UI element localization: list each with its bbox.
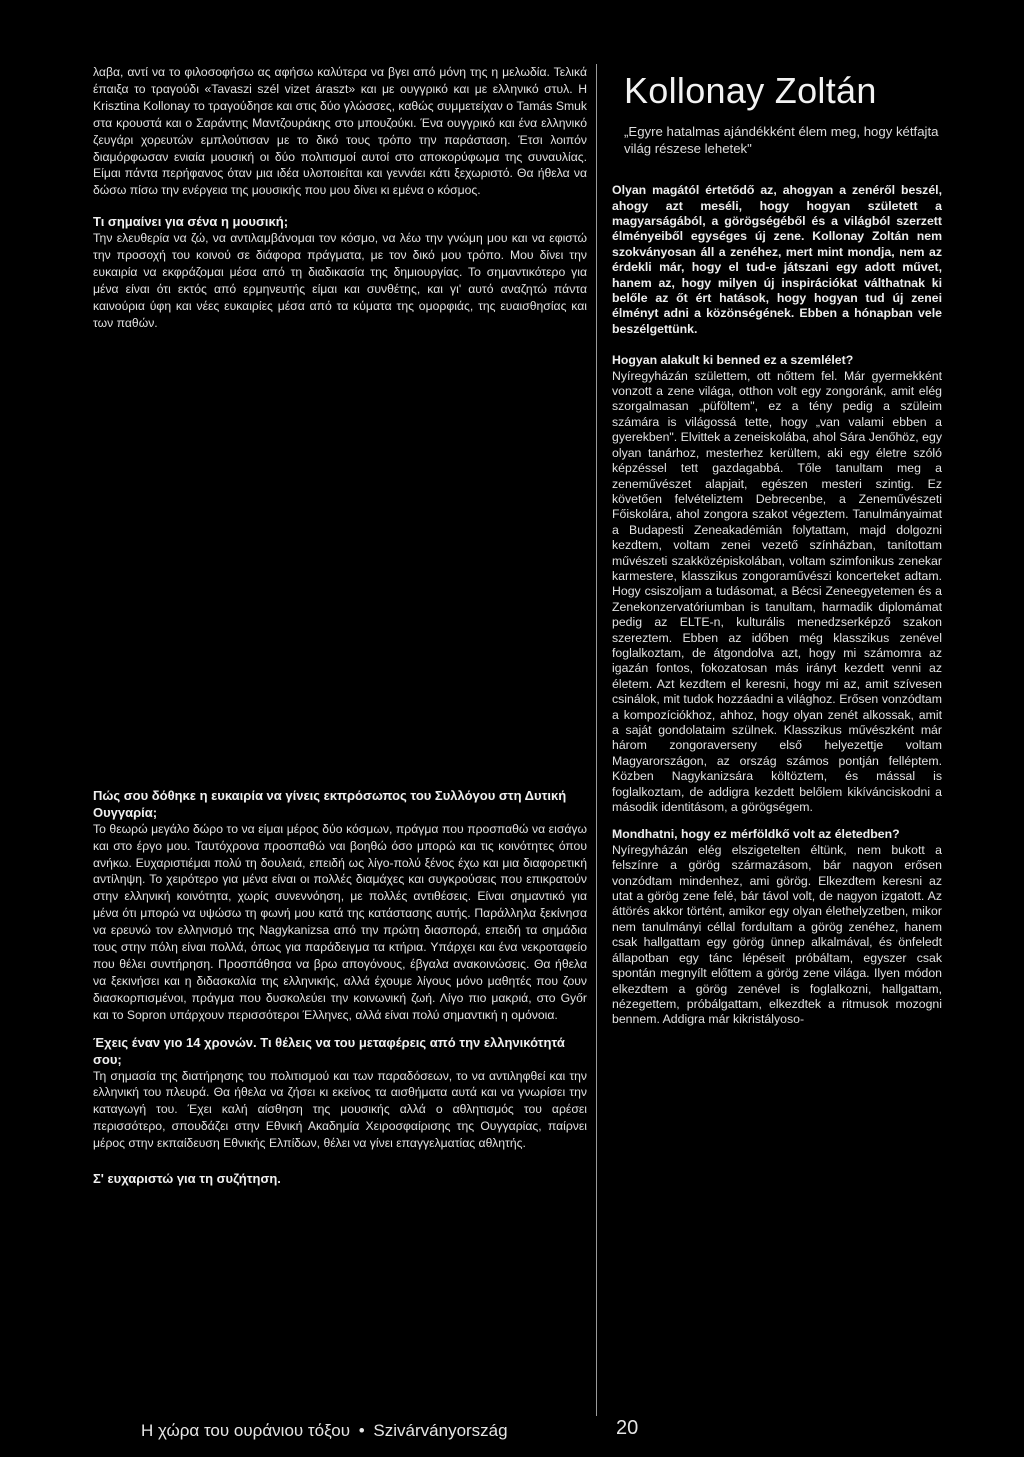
- greek-answer-3: Τη σημασία της διατήρησης του πολιτισμού και των παραδόσεων, το να αντιληφθεί και την ελληνική του πλευρά. Θα ήθελα να ζήσει κι εκείνος τα αισθήματα αυτά και να γνωρίσει την καταγωγή του. Έχει καλή αίσθηση της μουσικής αλλά ο αθλητισμός του αρέσει περισσότερο, σπουδάζει στην Εθνική Ακαδημία Χειροσφαίρισης της Ουγγαρίας, παίρνει μέρος στην εκπαίδευση Εθνικής Ελπίδων, θέλει να γίνει επαγγελματίας αθλητής.: [93, 1068, 587, 1151]
- page-number: 20: [616, 1417, 639, 1439]
- spacer: [93, 332, 587, 787]
- article-subtitle-quote: „Egyre hatalmas ajándékként élem meg, hogy kétfajta világ részese lehetek": [624, 124, 939, 156]
- hungarian-article-column: [612, 64, 942, 1028]
- hungarian-question-2: Mondhatni, hogy ez mérföldkő volt az életedben?: [612, 827, 900, 842]
- greek-answer-1: Την ελευθερία να ζώ, να αντιλαμβάνομαι τον κόσμο, να λέω την γνώμη μου και να εφιστώ την προσοχή του κοινού σε διάφορα πράγματα, με τον δικό μου τρόπο. Μου δίνει την ευκαιρία να εκφράζομαι μέσα από τη διαδικασία της δημιουργίας. Το σημαντικότερο για μένα είναι ότι εκτός από ερμηνευτής είμαι και συνθέτης, και γι' αυτό αναζητώ πάντα καινούρια ύφη και νέες ευκαιρίες μέσα από τα κύματα της ομορφιάς, της ευαισθησίας και των παθών.: [93, 231, 587, 330]
- footer-publication-title: [141, 1421, 508, 1441]
- hungarian-answer-1: Nyíregyházán születtem, ott nőttem fel. Már gyermekként vonzott a zene világa, otthon volt egy zongoránk, amit elég szorgalmasan „püföltem", ez a tény pedig a szüleim számára is világossá tette, hogy „van valami ebben a gyerekben". Elvittek a zeneiskolába, ahol Sára Jenőhöz, egy olyan tanárhoz, mesterhez kerültem, aki egy életre szóló képzéssel tett gazdagabbá. Tőle tanultam meg a zeneművészet alapjait, egészen mesteri szintig. Ez követően felvételiztem Debrecenbe, a Zeneművészeti Főiskolára, ahol zongora szakot végeztem. Tanulmányaimat a Budapesti Zeneakadémián folytattam, majd dolgozni kezdtem, voltam zenei vezető színházban, tanítottam művészeti szakközépiskolában, voltam szimfonikus zenekar karmestere, klasszikus zongoraművészi koncerteket adtam. Hogy csiszoljam a tudásomat, a Bécsi Zeneegyetemen és a Zenekonzervatóriumban is tanultam, harmadik diplomámat pedig az ELTE-n, kulturális menedzserképző szakon szereztem. Ebben az időben még klasszikus zenével foglalkoztam, de átgondolva azt, hogy mi számomra az igazán fontos, fokozatosan más irányt kezdett venni az életem. Azt kezdtem el keresni, hogy mi az, amit szívesen csinálok, mit tudok hozzáadni a világhoz. Erősen vonzódtam a kompozíciókhoz, ahhoz, hogy olyan zenét alkossak, amit a saját gondolataim szülnek. Klasszikus művészként már három zongoraverseny első helyezettje voltam Magyarországon, az ország számos pontján felléptem. Közben Nagykanizsára költöztem, és mással is foglalkoztam, de addigra kezdett belőlem kikívánciskodni a második identitásom, a görögségem.: [612, 368, 942, 815]
- footer-title-greek: Η χώρα του ουράνιου τόξου: [141, 1421, 350, 1440]
- article-lead-paragraph: Olyan magától értetődő az, ahogyan a zenéről beszél, ahogy azt meséli, hogy hogyan született a magyarságából, a görögségéből és a világból szerzett élményeiből egységes új zene. Kollonay Zoltán nem szokványosan áll a zenéhez, mert mint mondja, nem az érdekli már, hogy el tud-e játszani egy adott művet, hanem az, hogy milyen új inspirációkat válthatnak ki belőle az őt ért hatások, hogy hogyan tud új zenei élményt adni a közönségének. Ebben a hónapban vele beszélgettünk.: [612, 183, 942, 336]
- footer-bullet-icon: •: [358, 1421, 365, 1440]
- column-divider: [596, 64, 597, 1416]
- spacer: [612, 815, 942, 827]
- greek-question-2: Πώς σου δόθηκε η ευκαιρία να γίνεις εκπρόσωπος του Συλλόγου στη Δυτική Ουγγαρία;: [93, 787, 567, 820]
- greek-question-1: Τι σημαίνει για σένα η μουσική;: [93, 214, 289, 230]
- spacer: [612, 337, 942, 353]
- greek-answer-2: Το θεωρώ μεγάλο δώρο το να είμαι μέρος δύο κόσμων, πράγμα που προσπαθώ να εισάγω και στο έργο μου. Ταυτόχρονα προσπαθώ ναι βοηθώ όσο μπορώ και τις κοινότητες όπου ανήκω. Ευχαριστιέμαι πολύ τη δουλειά, επειδή ως λίγο-πολύ ξένος έχω και μια διαφορετική αντίληψη. Το χειρότερο για μένα είναι οι πολλές διαμάχες και συγκρούσεις που επικρατούν στην ελληνική κοινότητα, χωρίς συνεννόηση, με πολλές αντιθέσεις. Είναι σημαντικό για μένα ότι μπορώ να υψώσω τη φωνή μου κατά της κατάστασης αυτής. Παράλληλα ξεκίνησα να ερευνώ τον ελληνισμό της Nagykanizsa από την πρώτη διασπορά, επειδή τα σημάδια τους στην πόλη είναι πολλά, όπως για παράδειγμα τα κτήρια. Υπάρχει και ένα νεκροταφείο που θέλει συντήρηση. Προσπάθησα να βρω απογόνους, έβγαλα ανακοινώσεις. Θα ήθελα να ξεκινήσει και η διδασκαλία της ελληνικής, αλλά έχουμε λίγους μόνο μαθητές που ζουν διασκορπισμένοι, πράγμα που δυσκολεύει την κοινωνική ζωή. Λίγο πιο μακριά, στο Győr και το Sopron υπάρχουν περισσότεροι Έλληνες, αλλά είναι πολύ σημαντική η ομόνοια.: [93, 821, 587, 1022]
- spacer: [93, 1152, 587, 1170]
- hungarian-question-1: Hogyan alakult ki benned ez a szemlélet?: [612, 353, 854, 368]
- article-title-name: Kollonay Zoltán: [624, 70, 877, 111]
- hungarian-answer-2: Nyíregyházán elég elszigetelten éltünk, nem bukott a felszínre a görög származásom, bár nagyon erősen vonzódtam mindenhez, ami görög. Elkezdtem keresni az utat a görög zene felé, bár távol volt, de nagyon izgatott. Az áttörés akkor történt, amikor egy olyan élethelyzetben, mikor nem tanulmányi céllal fordultam a görög zenéhez, hanem csak hallgattam egy görög ünnep alkalmával, és önfeledt állapotban egy tánc lépéseit próbáltam, egyszer csak spontán megnyílt előttem a görög zene világa. Ilyen módon elkezdtem a görög zenével is foglalkozni, hallgattam, nézegettem, próbálgattam, elkezdtek a ritmusok mozogni bennem. Addigra már kikristályoso-: [612, 842, 942, 1027]
- spacer: [93, 1024, 587, 1034]
- greek-question-3: Έχεις έναν γιο 14 χρονών. Τι θέλεις να του μεταφέρεις από την ελληνικότητά σου;: [93, 1034, 565, 1067]
- greek-article-column: [93, 64, 587, 1187]
- greek-intro-paragraph: λαβα, αντί να το φιλοσοφήσω ας αφήσω καλύτερα να βγει από μόνη της η μελωδία. Τελικά έπαιξα το τραγούδι «Tavaszi szél vizet áraszt» και με ουγγρικό και με ελληνικό στυλ. Η Krisztina Kollonay το τραγούδησε και στις δύο γλώσσες, καθώς συμμετείχαν ο Tamás Smuk στα κρουστά και ο Σαράντης Μαντζουράκης στο μπουζούκι. Ένα ουγγρικό και ένα ελληνικό ζευγάρι χορευτών εμπλούτισαν με το δικό τους τρόπο την παράσταση. Έτσι λοιπόν διαμόρφωσαν ενιαία μουσική οι δύο πολιτισμοί αυτοί στο αποκορύφωμα της συναυλίας. Είμαι πάντα περήφανος όταν μια ιδέα υλοποιείται και γεννάει κάτι ξεχωριστό. Θα ήθελα να δώσω πίσω την ενέργεια της μουσικής που μου δίνει κι εμένα ο κόσμος.: [93, 65, 587, 198]
- spacer: [93, 199, 587, 213]
- greek-closing-line: Σ' ευχαριστώ για τη συζήτηση.: [93, 1171, 281, 1187]
- footer-title-hungarian: Szivárványország: [373, 1421, 508, 1440]
